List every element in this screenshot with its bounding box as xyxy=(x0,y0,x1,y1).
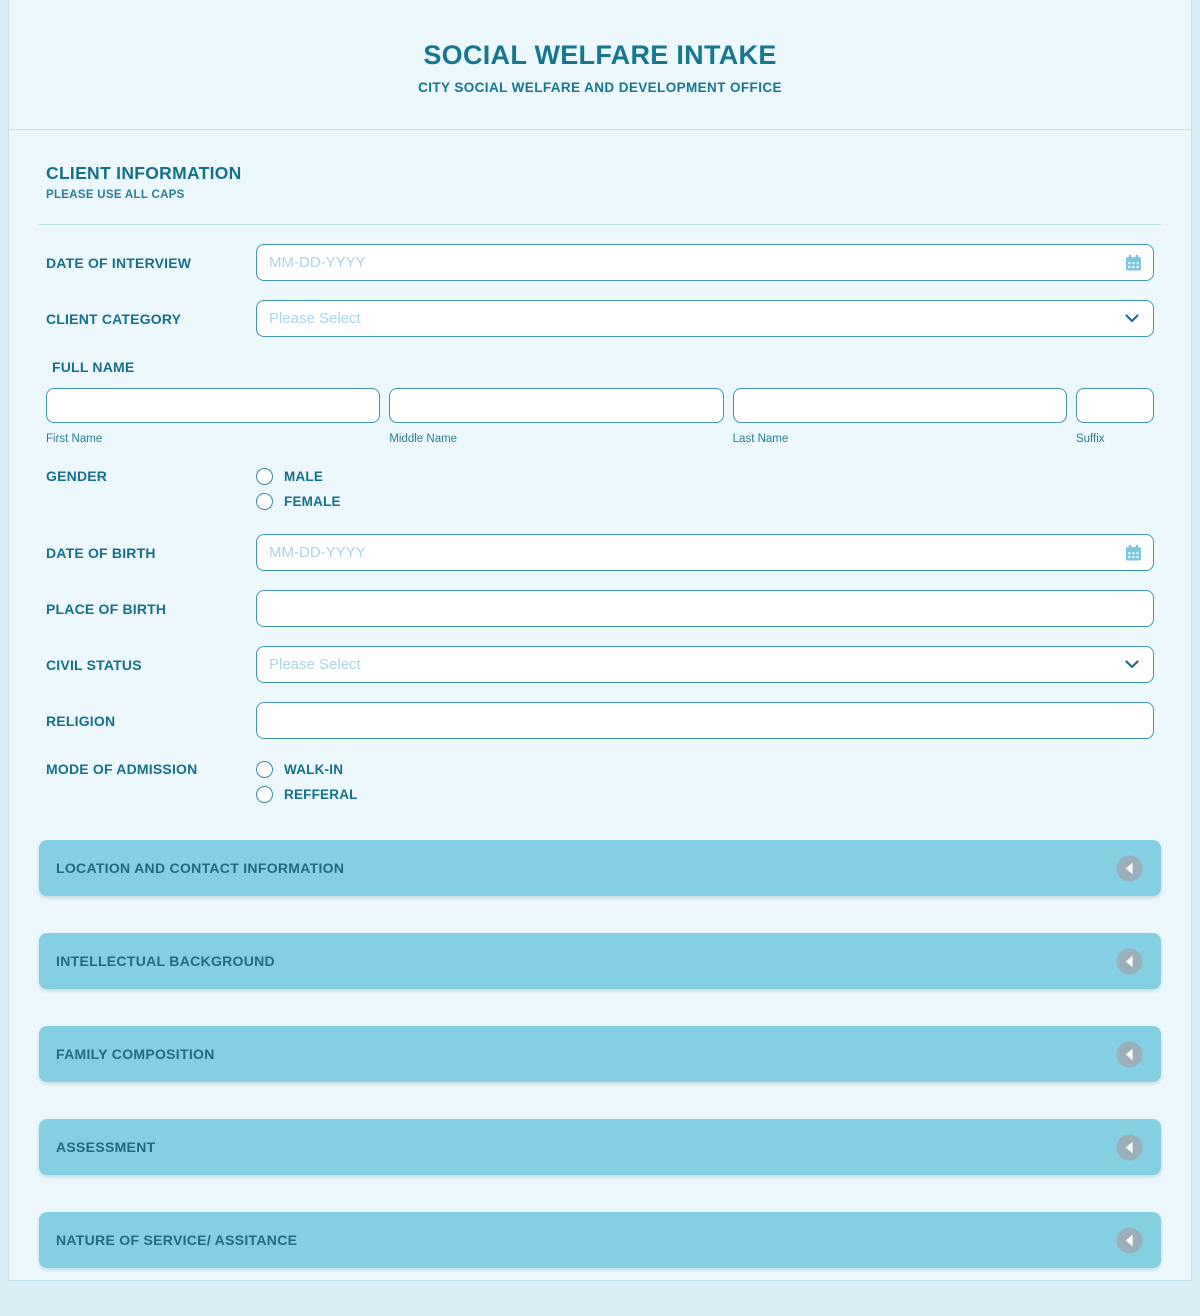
chevron-down-icon xyxy=(1125,660,1139,669)
gender-label: GENDER xyxy=(46,468,108,484)
client-category-label: CLIENT CATEGORY xyxy=(46,310,182,327)
first-name-sublabel: First Name xyxy=(46,433,103,445)
form-body xyxy=(9,163,1191,1268)
expand-arrow-icon[interactable] xyxy=(1116,1134,1143,1161)
section-head xyxy=(39,163,1161,201)
religion-label: RELIGION xyxy=(46,712,116,729)
expand-arrow-icon[interactable] xyxy=(1116,1227,1143,1254)
mode-refferal-radio[interactable] xyxy=(256,786,273,803)
last-name-sublabel: Last Name xyxy=(732,433,789,445)
civil-status-value: Please Select xyxy=(269,656,361,673)
first-name-input[interactable] xyxy=(46,388,380,423)
row-mode-of-admission xyxy=(46,761,1154,803)
religion-input[interactable] xyxy=(256,702,1154,739)
suffix-part xyxy=(1076,388,1154,445)
mode-of-admission-options xyxy=(256,761,358,803)
accordion-family-composition[interactable] xyxy=(39,1026,1161,1082)
date-of-birth-input[interactable] xyxy=(256,534,1154,571)
calendar-icon[interactable] xyxy=(1124,253,1143,272)
place-of-birth-label: PLACE OF BIRTH xyxy=(46,600,167,617)
gender-male-option[interactable] xyxy=(256,468,341,485)
client-category-value: Please Select xyxy=(269,310,361,327)
mode-walkin-radio[interactable] xyxy=(256,761,273,778)
full-name-group xyxy=(46,359,1154,445)
full-name-inputs xyxy=(46,388,1154,445)
client-category-select[interactable] xyxy=(256,300,1154,337)
gender-female-label: FEMALE xyxy=(284,494,341,509)
gender-male-label: MALE xyxy=(284,469,324,484)
mode-refferal-label: REFFERAL xyxy=(284,787,358,802)
section-title: CLIENT INFORMATION xyxy=(46,163,242,183)
mode-walkin-option[interactable] xyxy=(256,761,358,778)
accordion-label: FAMILY COMPOSITION xyxy=(56,1046,215,1062)
form-title: SOCIAL WELFARE INTAKE xyxy=(423,40,777,70)
first-name-part xyxy=(46,388,380,445)
place-of-birth-input[interactable] xyxy=(256,590,1154,627)
chevron-down-icon xyxy=(1125,314,1139,323)
accordion-label: NATURE OF SERVICE/ ASSITANCE xyxy=(56,1232,298,1248)
date-of-birth-label: DATE OF BIRTH xyxy=(46,544,156,561)
religion-field xyxy=(256,702,1154,739)
civil-status-label: CIVIL STATUS xyxy=(46,656,142,673)
section-note: PLEASE USE ALL CAPS xyxy=(46,189,185,201)
row-place-of-birth xyxy=(46,590,1154,627)
accordion-label: ASSESSMENT xyxy=(56,1139,156,1155)
row-civil-status xyxy=(46,646,1154,683)
gender-female-radio[interactable] xyxy=(256,493,273,510)
section-divider xyxy=(39,224,1161,225)
row-date-of-interview xyxy=(46,244,1154,281)
client-category-field xyxy=(256,300,1154,337)
form-subtitle: CITY SOCIAL WELFARE AND DEVELOPMENT OFFICE xyxy=(418,80,782,95)
expand-arrow-icon[interactable] xyxy=(1116,1041,1143,1068)
row-client-category xyxy=(46,300,1154,337)
row-gender xyxy=(46,468,1154,510)
place-of-birth-field xyxy=(256,590,1154,627)
gender-female-option[interactable] xyxy=(256,493,341,510)
mode-refferal-option[interactable] xyxy=(256,786,358,803)
date-of-interview-input[interactable] xyxy=(256,244,1154,281)
middle-name-part xyxy=(389,388,723,445)
date-of-birth-field xyxy=(256,534,1154,571)
last-name-part xyxy=(733,388,1067,445)
mode-walkin-label: WALK-IN xyxy=(284,762,344,777)
form-header xyxy=(9,0,1191,130)
fields xyxy=(39,244,1161,803)
accordion-location-contact-information[interactable] xyxy=(39,840,1161,896)
date-of-interview-field xyxy=(256,244,1154,281)
accordion-intellectual-background[interactable] xyxy=(39,933,1161,989)
gender-options xyxy=(256,468,341,510)
expand-arrow-icon[interactable] xyxy=(1116,948,1143,975)
row-date-of-birth xyxy=(46,534,1154,571)
form-card xyxy=(8,0,1192,1281)
date-of-interview-label: DATE OF INTERVIEW xyxy=(46,254,192,271)
gender-male-radio[interactable] xyxy=(256,468,273,485)
civil-status-select[interactable] xyxy=(256,646,1154,683)
suffix-sublabel: Suffix xyxy=(1075,433,1105,445)
middle-name-input[interactable] xyxy=(389,388,723,423)
mode-of-admission-label: MODE OF ADMISSION xyxy=(46,761,198,777)
expand-arrow-icon[interactable] xyxy=(1116,855,1143,882)
row-religion xyxy=(46,702,1154,739)
accordion-assessment[interactable] xyxy=(39,1119,1161,1175)
accordion-label: LOCATION AND CONTACT INFORMATION xyxy=(56,860,345,876)
civil-status-field xyxy=(256,646,1154,683)
calendar-icon[interactable] xyxy=(1124,543,1143,562)
middle-name-sublabel: Middle Name xyxy=(389,433,458,445)
full-name-label: FULL NAME xyxy=(52,359,135,375)
accordion-label: INTELLECTUAL BACKGROUND xyxy=(56,953,275,969)
accordion-nature-of-service-assistance[interactable] xyxy=(39,1212,1161,1268)
suffix-input[interactable] xyxy=(1076,388,1154,423)
last-name-input[interactable] xyxy=(733,388,1067,423)
